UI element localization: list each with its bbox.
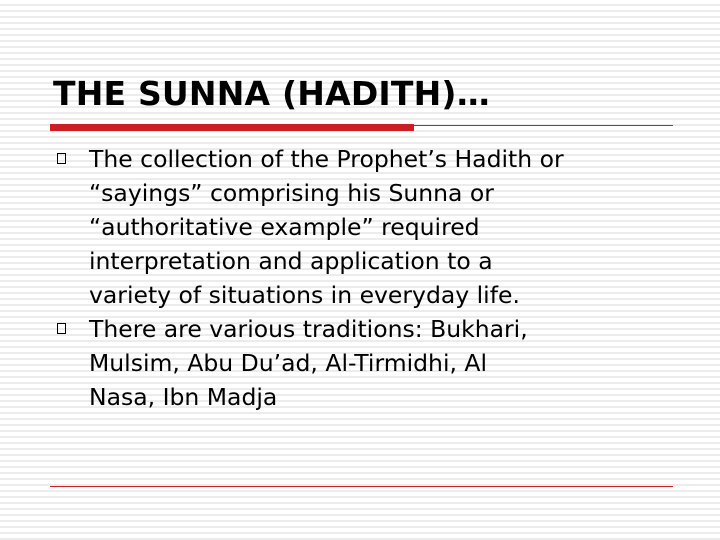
footer-rule	[50, 486, 673, 487]
bullet-line: interpretation and application to a	[89, 247, 493, 275]
bullet-line: “authoritative example” required	[89, 213, 480, 241]
bullet-list	[54, 142, 674, 414]
bullet-line: The collection of the Prophet’s Hadith or	[89, 145, 564, 173]
bullet-line: “sayings” comprising his Sunna or	[89, 179, 494, 207]
bullet-line: variety of situations in everyday life.	[89, 281, 520, 309]
bullet-item-collection	[54, 142, 674, 312]
hollow-square-bullet-icon	[57, 323, 66, 334]
title-underline-thin	[414, 125, 673, 126]
bullet-line: There are various traditions: Bukhari,	[89, 315, 528, 343]
hollow-square-bullet-icon	[57, 153, 66, 164]
bullet-line: Mulsim, Abu Du’ad, Al-Tirmidhi, Al	[89, 349, 488, 377]
slide-title: THE SUNNA (HADITH)…	[53, 74, 490, 113]
title-underline-accent	[50, 124, 414, 131]
bullet-item-traditions	[54, 312, 674, 414]
bullet-line: Nasa, Ibn Madja	[89, 383, 278, 411]
